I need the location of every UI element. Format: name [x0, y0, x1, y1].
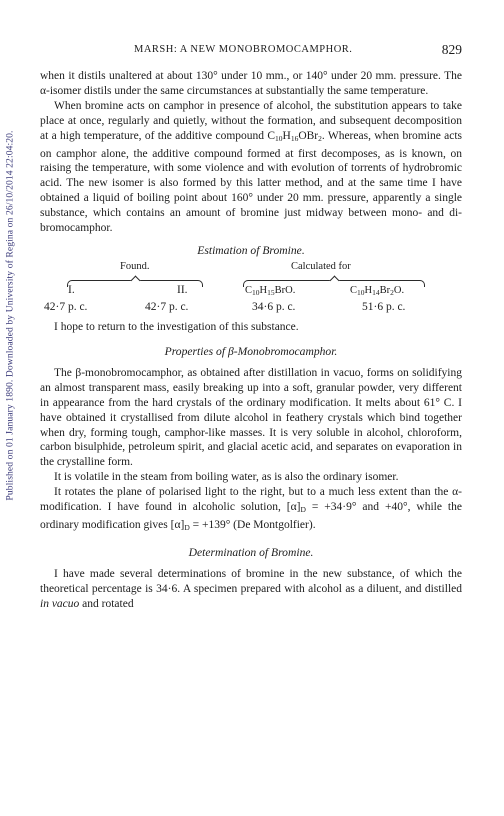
estimation-table	[40, 258, 462, 320]
running-head	[40, 44, 462, 60]
paragraph-continuation: when it distils unaltered at about 130° under 10 mm., or 140° under 20 mm. pressure. The α-isomer distils under the same circumstances at substantially the same temperature.	[40, 70, 462, 97]
download-watermark-text: Published on 01 January 1890. Downloaded by University of Regina on 26/10/2014 22:04:20.	[4, 129, 16, 501]
col-one-label: I.	[68, 283, 75, 296]
found-value-two: 42·7 p. c.	[145, 300, 189, 313]
download-watermark	[2, 95, 18, 535]
found-header: Found.	[120, 260, 150, 272]
calculated-header: Calculated for	[291, 260, 351, 272]
running-title: MARSH: A NEW MONOBROMOCAMPHOR.	[134, 44, 353, 55]
paragraph-rotation: It rotates the plane of polarised light to the right, but to a much less extent than the α-modification. I have found in alcoholic solution, $[\alpha]_D = +34\cdot 9^\circ$ and +40°, while the ordinary modification gives $[\alpha]_D = +139^\circ$ (De Montgolfier).	[40, 486, 462, 532]
paragraph-hope-return: I hope to return to the investigation of this substance.	[54, 320, 299, 333]
page-number: 829	[441, 42, 462, 57]
calc-value-di: 51·6 p. c.	[362, 300, 406, 313]
article-body	[40, 69, 462, 612]
paragraph-properties: The β-monobromocamphor, as obtained after distillation in vacuo, forms on solidifying an almost transparent mass, easily breaking up into a soft, granular powder, very different in appearance from the hard crystals of the ordinary modification. It melts about 61° C. I have obtained it crystallised from dilute alcohol in feathery crystals which bind together when dry, forming tough, camphor-like masses. It is very soluble in alcohol, chloroform, carbon bisulphide, petroleum spirit, and glacial acetic acid, and separates on evaporation in the crystalline form.	[40, 366, 462, 469]
section-title-properties: Properties of β-Monobromocamphor.	[164, 344, 338, 358]
paragraph-determination: I have made several determinations of bromine in the new substance, of which the theoretical percentage is 34·6. A specimen prepared with alcohol as a diluent, and distilled in vacuo and rotated	[40, 567, 462, 610]
col-two-label: II.	[177, 283, 188, 296]
calc-value-mono: 34·6 p. c.	[252, 300, 296, 313]
formula-dibromo: $C_{10}H_{14}Br_2O$.	[350, 284, 405, 297]
paragraph-volatility: It is volatile in the steam from boiling water, as is also the ordinary isomer.	[54, 471, 399, 484]
section-title-determination: Determination of Bromine.	[188, 545, 314, 559]
section-title-estimation: Estimation of Bromine.	[197, 243, 305, 257]
paragraph-bromine-alcohol: When bromine acts on camphor in presence of alcohol, the substitution appears to take place at once, regularly and quietly, without the formation, and subsequent decomposition at a high temperature, of the additive compound $C_{10}H_{16}OBr_2$. Whereas, when bromine acts on camphor alone, the additive compound formed at first decomposes, as is known, on raising the temperature, with some violence and with evolution of torrents of hydrobromic acid. The new isomer is also formed by this latter method, and at the same time I have obtained a liquid of boiling point about 160° under 20 mm. pressure, apparently a single substance, which contains an amount of bromine just midway between mono- and di-bromocamphor.	[40, 99, 462, 235]
formula-monobromo: $C_{10}H_{15}BrO$.	[245, 284, 296, 297]
found-value-one: 42·7 p. c.	[44, 300, 88, 313]
